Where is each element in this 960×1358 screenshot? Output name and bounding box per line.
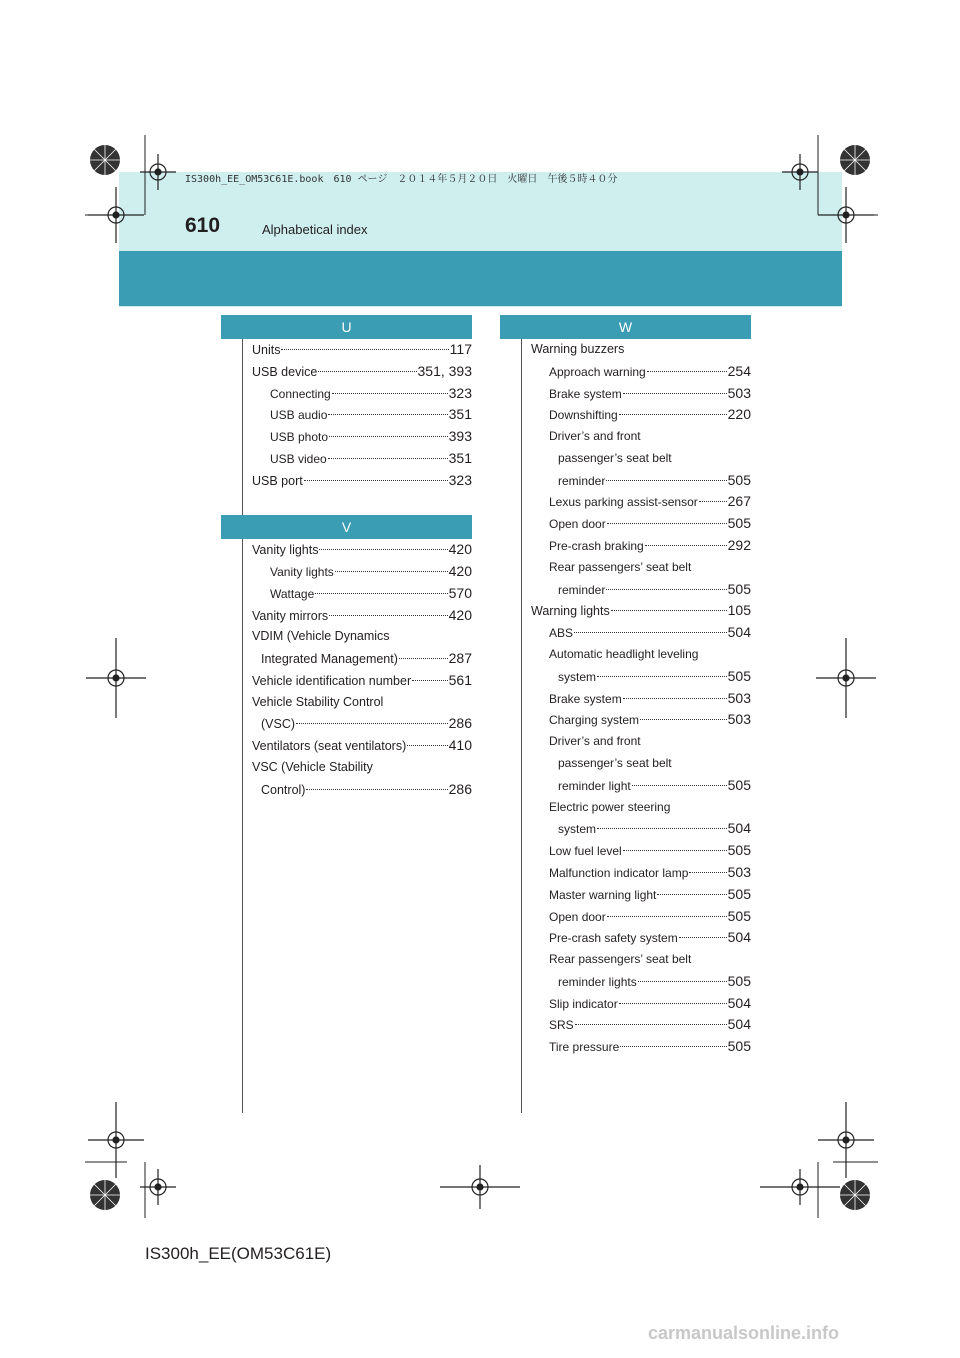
index-subentry[interactable]: Approach warning 254 bbox=[549, 363, 751, 379]
index-subentry[interactable]: Pre-crash safety system 504 bbox=[549, 929, 751, 945]
index-subentry[interactable]: Downshifting 220 bbox=[549, 406, 751, 422]
section-header-v: V bbox=[221, 515, 472, 539]
book-file-line: IS300h_EE_OM53C61E.book 610 ページ ２０１４年５月２０日 火曜日 午後５時４０分 bbox=[185, 174, 618, 185]
footer-model-code: IS300h_EE(OM53C61E) bbox=[145, 1244, 332, 1263]
index-subentry[interactable]: Slip indicator 504 bbox=[549, 995, 751, 1011]
index-subentry-continued[interactable]: system 504 bbox=[558, 820, 751, 836]
index-subentry[interactable]: USB audio 351 bbox=[270, 406, 472, 422]
page-number: 610 bbox=[185, 214, 221, 237]
index-subentry[interactable]: USB video 351 bbox=[270, 450, 472, 466]
index-entry[interactable]: Units 117 bbox=[252, 341, 472, 357]
index-subentry-continued[interactable]: reminder lights 505 bbox=[558, 973, 751, 989]
index-subentry: Driver’s and front bbox=[549, 429, 641, 443]
index-subentry-continued: passenger’s seat belt bbox=[558, 451, 672, 465]
index-subentry-continued[interactable]: system 505 bbox=[558, 668, 751, 684]
index-subentry[interactable]: USB photo 393 bbox=[270, 428, 472, 444]
section-header-u: U bbox=[221, 315, 472, 339]
starburst-marks bbox=[90, 145, 870, 1210]
index-entry[interactable]: Ventilators (seat ventilators) 410 bbox=[252, 737, 472, 753]
index-entry[interactable]: USB port 323 bbox=[252, 472, 472, 488]
index-entry[interactable]: Vanity lights 420 bbox=[252, 541, 472, 557]
index-entry: VSC (Vehicle Stability bbox=[252, 760, 373, 774]
index-subentry: Automatic headlight leveling bbox=[549, 647, 699, 661]
index-subentry-continued[interactable]: reminder 505 bbox=[558, 472, 751, 488]
index-subentry[interactable]: SRS 504 bbox=[549, 1016, 751, 1032]
index-subentry[interactable]: Open door 505 bbox=[549, 908, 751, 924]
index-entry[interactable]: Vehicle identification number 561 bbox=[252, 672, 472, 688]
index-entry: VDIM (Vehicle Dynamics bbox=[252, 629, 390, 643]
index-subentry-continued[interactable]: reminder light 505 bbox=[558, 777, 751, 793]
index-subentry[interactable]: ABS 504 bbox=[549, 624, 751, 640]
index-entry-continued[interactable]: (VSC) 286 bbox=[261, 715, 472, 731]
crosshair-targets bbox=[86, 154, 876, 1209]
index-subentry[interactable]: Vanity lights 420 bbox=[270, 563, 472, 579]
index-subentry[interactable]: Malfunction indicator lamp 503 bbox=[549, 864, 751, 880]
index-subentry[interactable]: Connecting 323 bbox=[270, 385, 472, 401]
index-subentry[interactable]: Master warning light 505 bbox=[549, 886, 751, 902]
index-subentry-continued[interactable]: reminder 505 bbox=[558, 581, 751, 597]
watermark: carmanualsonline.info bbox=[648, 1323, 840, 1343]
index-subentry[interactable]: Pre-crash braking 292 bbox=[549, 537, 751, 553]
index-entry-continued[interactable]: Integrated Management) 287 bbox=[261, 650, 472, 666]
index-subentry[interactable]: Charging system 503 bbox=[549, 711, 751, 727]
index-entry-continued[interactable]: Control) 286 bbox=[261, 781, 472, 797]
index-subentry-continued: passenger’s seat belt bbox=[558, 756, 672, 770]
index-subentry[interactable]: Wattage 570 bbox=[270, 585, 472, 601]
section-header-w: W bbox=[500, 315, 751, 339]
index-subentry[interactable]: Brake system 503 bbox=[549, 385, 751, 401]
index-subentry: Rear passengers’ seat belt bbox=[549, 560, 692, 574]
index-subentry: Electric power steering bbox=[549, 800, 671, 814]
index-subentry[interactable]: Low fuel level 505 bbox=[549, 842, 751, 858]
index-entry[interactable]: Warning lights 105 bbox=[531, 602, 751, 618]
index-subentry: Driver’s and front bbox=[549, 734, 641, 748]
index-subentry[interactable]: Open door 505 bbox=[549, 515, 751, 531]
index-subentry[interactable]: Tire pressure 505 bbox=[549, 1038, 751, 1054]
index-subentry: Rear passengers’ seat belt bbox=[549, 952, 692, 966]
index-entry[interactable]: USB device 351, 393 bbox=[252, 363, 472, 379]
page-title: Alphabetical index bbox=[262, 222, 368, 237]
index-entry: Warning buzzers bbox=[531, 342, 625, 356]
index-subentry[interactable]: Brake system 503 bbox=[549, 690, 751, 706]
index-subentry[interactable]: Lexus parking assist-sensor 267 bbox=[549, 493, 751, 509]
index-entry: Vehicle Stability Control bbox=[252, 695, 384, 709]
index-entry[interactable]: Vanity mirrors 420 bbox=[252, 607, 472, 623]
